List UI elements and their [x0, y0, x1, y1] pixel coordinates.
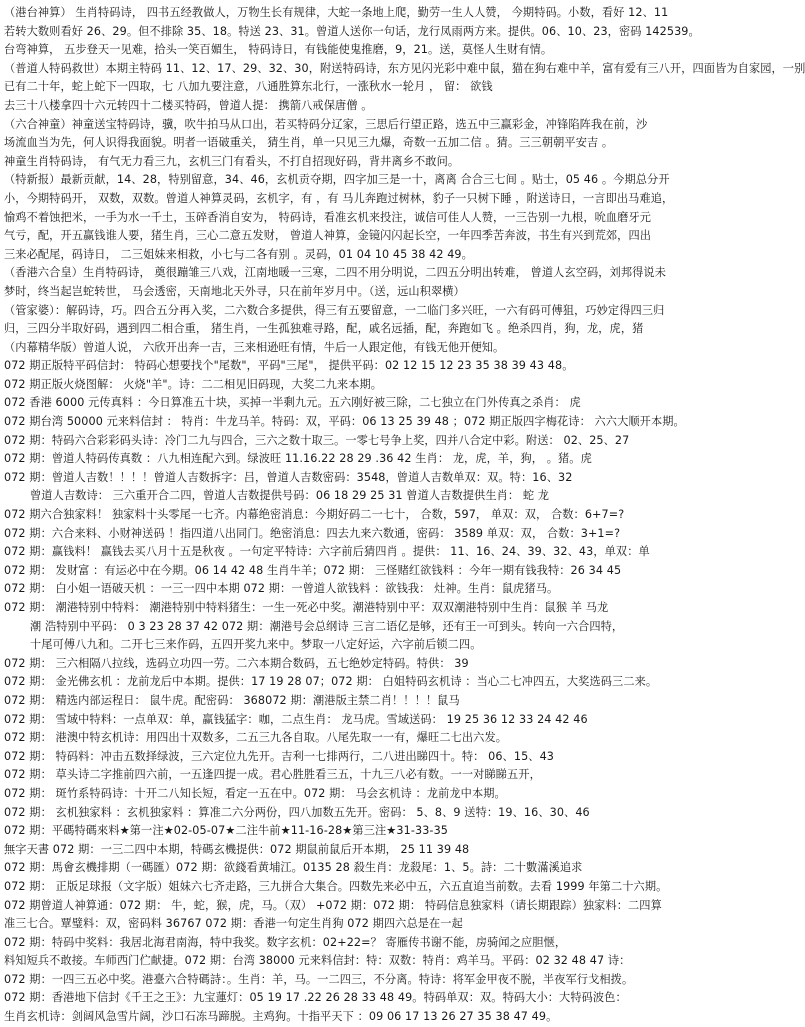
text-line: 072 期： 斑竹系特码诗：十开二八知长短，看定一五在中。072 期： 马会玄机诗 ：龙前龙中本期。	[4, 786, 506, 800]
text-line: 料知短兵不敢接。车师西门伫献捷。072 期：台湾 38000 元来料信封：特：双数：特肖：鸡羊马。平码：02 32 48 47 诗：	[4, 954, 631, 968]
text-line: 072 期： 金光佛玄机 ：龙前龙后中本期。提供：17 19 28 07；072 期： 白姐特码玄机诗 ：当心二七冲四五，大奖选码三二来。	[4, 675, 658, 689]
text-line: 072 期： 玄机独家料 ：玄机独家料 ：算准二六分两份，四八加数五先开。密码： 5、8、9 送特：19、16、30、46	[4, 805, 590, 819]
text-line: （香港六合皇）生肖特码诗， 奠很蹦雏三八戏，江南地暖一三寒，二四不用分明说，二四五分明出转难， 曾道人玄空码，刘邦得说未	[4, 266, 666, 280]
text-line: （六合神童）神童送宝特码诗，骥，吹牛拍马从口出，若买特码分辽家，三思后行望正路，选五中三赢彩金，冲锋陷阵我在前，沙	[4, 117, 648, 131]
text-line: 072 期： 港澳中特玄机诗：用四出十双数多，二五三九各自取。八尾先取一一有，爆旺二七出六发。	[4, 731, 508, 745]
text-line: （普道人特码救世）本期主特码 11、12、17、29、32、30，附送特码诗，东方见闪光彩中难中鼠，猫在狗右难中羊，富有爱有三八开，四面皆为自家园，一别	[4, 61, 805, 75]
text-line: 072 期：平碼特碼來料★第一注★02-05-07★二注牛前★11-16-28★第三注★31-33-35	[4, 824, 449, 838]
text-line: 若转大数则看好 26、29。但不排除 35、18。特送 23、31。曾道人送你一句话，龙行凤雨两方来。提供。06、10、23，密码 142539。	[4, 24, 700, 38]
text-line: 072 期： 发财富 ：有运必中在今期。06 14 42 48 生肖牛羊；072 期： 三怪赌红欲钱料 ：今年一期有钱我特：26 34 45	[4, 563, 622, 577]
text-line: 场流血当为先，何人识得我面貌。明者一语破重关， 猜生肖，单一只见三九爆，奇数一五加二信 。猜。三三朝朝平安吉 。	[4, 136, 614, 150]
text-line: 072 期：特码六合彩彩码头诗：冷门二九与四合，三六之数十取三。一零七号争上奖，四并八合定中彩。附送： 02、25、27	[4, 433, 630, 447]
text-line: 072 期： 白小姐一语破天机 ：一三一四中本期 072 期：一曾道人欲钱料 ：欲钱我： 灶神。生肖：鼠虎猪马。	[4, 582, 559, 596]
text-line: 072 期正版火烧图解： 火烧"羊"。诗：二二相见旧码现，大奖二九来本期。	[4, 377, 383, 391]
text-line: （港台神算） 生肖特码诗， 四书五经教做人，万物生长有规律，大蛇一条地上爬，勤劳一生人人赞， 今期特码。小数，看好 12、11	[4, 6, 669, 19]
text-line: （内幕精华版）曾道人说， 六欣开出奔一吉，三来相逊旺有情，牛后一人跟定他，有钱无他开便知。	[4, 340, 505, 354]
text-line: 072 期台湾 50000 元来料信封 ： 特肖：牛龙马羊。特码：双，平码：06 13 25 39 48 ；072 期正版四字梅花诗： 六六大顺开本期。	[4, 415, 685, 429]
text-line: 072 期： 精选内部运程日： 鼠牛虎。配密码： 368072 期：潮港版主禁二肖！！！！鼠马	[4, 693, 460, 707]
text-line: 台弯神算， 五步登天一见难，拾头一笑百媚生， 特码诗日，有钱能使鬼推磨，9，21。送，莫怪人生财有情。	[4, 43, 553, 57]
text-line: 072 期：曾道人吉数！！！！曾道人吉数拆字：吕，曾道人吉数密码：3548，曾道人吉数单双：双。特：16、32	[4, 470, 573, 484]
text-line: 072 香港 6000 元传真料 ：今日算准五十块，买掉一半剩九元。五六刚好被三除，二七独立在门外传真之杀肖： 虎	[4, 396, 581, 410]
text-line: 生肖玄机诗：剑阔风急雪片阔，沙口石冻马蹄脱。主鸡狗。十指平天下 ：09 06 17 13 26 27 35 38 47 49。	[4, 1010, 558, 1024]
text-line: 072 期正版特平码信封： 特码心想要找个"尾数"，平码"三尾"， 提供平码：02 12 15 12 23 35 38 39 43 48。	[4, 359, 574, 373]
text-line: （管家婆）：解码诗，巧。四合五分再入奖，二六数合多提供，得三有五要留意，一二临门多兴旺，一六有码可傅狙，巧妙定得四三归	[4, 303, 665, 317]
text-line: 072 期： 正版足球报（文字版）姐妹六七齐走路，三九拼合大集合。四数先来必中五，六五直追当前数。去看 1999 年第二十六期。	[4, 879, 668, 893]
text-line: 梦时，终当起岂蛇转世， 马会透密，天南地北天外寻，只在前年岁月中。（送，远山积翠横）	[4, 284, 465, 298]
text-line: 072 期：六合来料、小财神送码 ！指四道八出同门。绝密消息：四去九来六数通，密码： 3589 单双：双， 合数：3+1=?	[4, 526, 621, 540]
text-line: 072 期：一四三五必中奖。港臺六合特碼詩：。生肖：羊，马。一二四三，不分离。特诗：将军金甲夜不脱，半夜军行戈相拨。	[4, 972, 634, 986]
text-line: 無字天書 072 期：一三二四中本期，特碼玄機提供：072 期鼠前鼠后开本期， 25 11 39 48	[4, 842, 470, 856]
text-line: 归，三四分半取好码，遇到四二相合重， 猪生肖，一生孤独难寻路，配，戚名远插，配，奔跑如飞 。绝杀四肖，狗，龙，虎，猪	[4, 322, 644, 336]
text-line: 气亏，配，开五赢钱谁人要，猪生肖，三心二意五发财， 曾道人神算，金镜闪闪起长空，一年四季苦奔波，书生有兴到荒郊，四出	[4, 229, 652, 243]
text-line: 072 期：香港地下信封《千王之王》：九宝蓮灯：05 19 17 .22 26 28 33 48 49。特码单双：双。特码大小：大特码波色：	[4, 991, 627, 1005]
text-line: （特新报）最新贡献，14、28，特别留意，34、46，玄机贡夺期，四字加三是一十，离离 合合三七间 。贴士，05 46 。今期总分开	[4, 173, 670, 187]
text-line: 072 期：赢钱料！ 赢钱去买八月十五是秋夜 。一句定平特诗：六字前后猜四肖 。提供： 11、16、24、39、32、43，单双：单	[4, 545, 650, 559]
text-line: 072 期曾道人神算通：072 期： 牛，蛇，猴，虎，马。（双） +072 期：072 期： 特码信息独家料（请长期跟踪）独家料：二四算	[4, 898, 662, 912]
text-line: 072 期：特码中奖料：我居北海君南海，特中我奖。数字玄机：02+22=？ 寄雁传书谢不能，房骑闻之应胆惬，	[4, 935, 567, 949]
text-line: 072 期： 草头诗二字推前四六前，一五逢四提一成。君心胜胜看三五，十九三八必有数。一一对睇睇五开，	[4, 768, 541, 782]
text-line: 神童生肖特码诗， 有气无力看三九，玄机三门有看头，不打自招现好码，背井离乡不敢问。	[4, 154, 460, 168]
text-line: 准三七合。覃璧料：双，密码料 36767 072 期：香港一句定生肖狗 072 期四六总是在一起	[4, 917, 463, 931]
text-line: 小，今期特码开， 双数，双数。曾道人神算灵码，玄机字，有 ，有 马儿奔跑过树林，豹子一只树下睡 ，附送诗日，一言即出马难追，	[4, 191, 674, 205]
text-line: 072 期： 潮港特别中特料： 潮港特别中特料猪生：一生一死必中奖。潮港特别中平：双双潮港特别中生肖：鼠猴 羊 马龙	[4, 601, 609, 614]
text-line: 愉鸡不着蚀把米，一手为水一千土，玉碎香消自安为， 特码诗，看准玄机来投注，诚信可佳人人赞，一三告别一九根，吮血磨牙元	[4, 210, 652, 224]
text-line: 072 期：馬會玄機排期（一碼匯）072 期：欲錢看黄埔江。0135 28 殺生肖：龙殺尾：1、5。詩：二十數滿溪追求	[4, 861, 583, 875]
text-line: 072 期： 特码料：冲击五数择绿波，三六定位九先开。吉利一七排两行，二八进出睇四十。特： 06、15、43	[4, 749, 555, 763]
text-line: 072 期六合独家料！ 独家料十头零尾一七齐。内幕绝密消息：今期好码二一七十， 合数，597， 单双：双， 合数：6+7=?	[4, 508, 625, 522]
text-line: 去三十八楼拿四十六元转四十二楼买特码，曾道人提： 携箭八戒保唐僧 。	[4, 98, 373, 112]
text-line: 三来必配尾，码诗日， 二三姐妹来相救，小七与二各有别 。灵码，01 04 10 45 38 42 49。	[4, 247, 473, 261]
text-line: 072 期： 雪域中特料：一点单双：单，赢钱猛字：咖，二点生肖： 龙马虎。雪域送码： 19 25 36 12 33 24 42 46	[4, 712, 588, 726]
text-line: 十尾可傅八九和。二开七三来作码，五四开奖九来中。梦取一八定好运，六字前后锁二四。	[30, 638, 482, 652]
text-line: 已有二十年，蛇上蛇下一四取，七 八加九要注意，八通胜算东北行，一涨秋水一轮月 ， 留： 欲钱	[4, 80, 493, 94]
text-line: 曾道人吉数诗： 三六重开合二四，曾道人吉数提供号码：06 18 29 25 31 曾道人吉数提供生肖： 蛇 龙	[30, 489, 550, 503]
text-line: 潮 浩特别中平码： 0 3 23 28 37 42 072 期：潮港号会总纲诗 三言二语亿是够，还有王一可到头。转向一六合四特，	[30, 619, 624, 633]
text-line: 072 期： 三六相隔八拉线，选码立功四一劳。二六本期合数码，五七绝妙定特码。特供： 39	[4, 656, 469, 670]
text-line: 072 期：曾道人特码传真数 ：八九相连配六到。绿波旺 11.16.22 28 29 .36 42 生肖： 龙，虎，羊，狗， 。猪。虎	[4, 452, 592, 466]
